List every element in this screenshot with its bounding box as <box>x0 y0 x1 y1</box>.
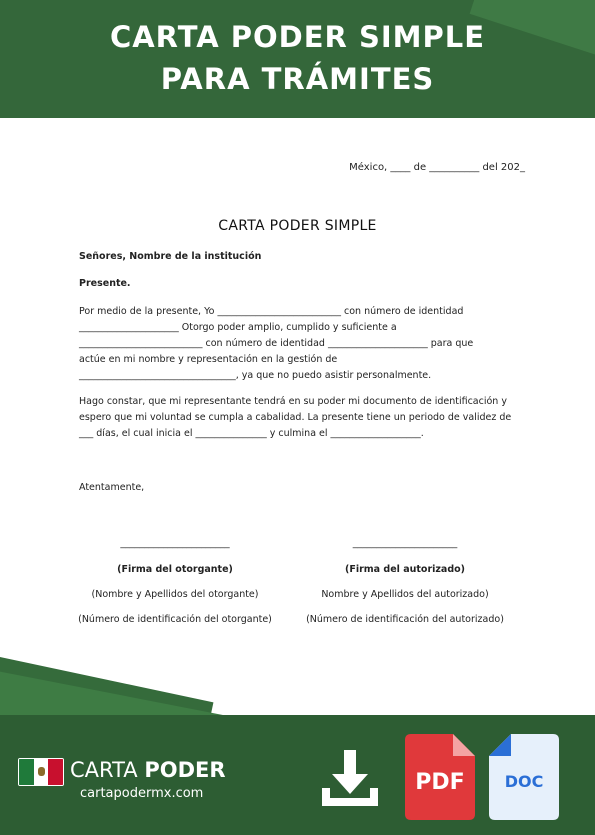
presente-label: Presente. <box>79 278 131 289</box>
signature-block-grantor <box>55 538 295 625</box>
document-title: CARTA PODER SIMPLE <box>218 218 377 234</box>
pdf-file-icon[interactable] <box>405 734 475 820</box>
header-title-line2: PARA TRÁMITES <box>160 62 435 96</box>
paragraph-1 <box>79 304 519 384</box>
document-page <box>0 118 595 678</box>
closing: Atentamente, <box>79 482 145 493</box>
brand-name-regular: CARTA <box>70 758 145 782</box>
paragraph-1-line: __________________________ con número de identidad _____________________ para que <box>79 338 474 349</box>
signature-name-grantor: (Nombre y Apellidos del otorgante) <box>91 589 259 600</box>
signature-id-grantor: (Número de identificación del otorgante) <box>78 614 272 625</box>
date-line: México, ____ de __________ del 202_ <box>349 162 525 173</box>
signature-role-grantor: (Firma del otorgante) <box>117 564 233 575</box>
brand-logo[interactable] <box>18 752 258 812</box>
signature-id-authorized: (Número de identificación del autorizado) <box>306 614 504 625</box>
addressee: Señores, Nombre de la institución <box>79 251 262 262</box>
signature-role-authorized: (Firma del autorizado) <box>345 564 465 575</box>
header-title <box>0 16 595 100</box>
paragraph-1-line: actúe en mi nombre y representación en la gestión de <box>79 354 338 365</box>
signature-block-authorized <box>285 538 525 625</box>
brand-name <box>70 756 226 784</box>
signature-line-grantor: _______________________ <box>120 538 230 549</box>
paragraph-2-line: ___ días, el cual inicia el _______________ y culmina el ___________________. <box>79 428 424 439</box>
header-banner <box>0 0 595 118</box>
mexico-flag-icon <box>18 758 64 786</box>
pdf-label: PDF <box>415 770 465 795</box>
signature-line-authorized: ______________________ <box>352 538 458 549</box>
download-icon[interactable] <box>320 748 380 808</box>
paragraph-2 <box>79 394 519 442</box>
doc-file-icon[interactable] <box>489 734 559 820</box>
brand-url[interactable]: cartapodermx.com <box>80 786 204 801</box>
paragraph-1-line: _____________________ Otorgo poder amplio, cumplido y suficiente a <box>79 322 397 333</box>
paragraph-1-line: Por medio de la presente, Yo __________________________ con número de identidad <box>79 306 464 317</box>
paragraph-1-line: _________________________________, ya que no puedo asistir personalmente. <box>79 370 432 381</box>
brand-name-bold: PODER <box>144 758 226 782</box>
paragraph-2-line: Hago constar, que mi representante tendrá en su poder mi documento de identificación y <box>79 396 507 407</box>
paragraph-2-line: espero que mi voluntad se cumpla a cabalidad. La presente tiene un periodo de validez de <box>79 412 512 423</box>
signature-name-authorized: Nombre y Apellidos del autorizado) <box>321 589 489 600</box>
header-title-line1: CARTA PODER SIMPLE <box>109 20 486 54</box>
doc-label: DOC <box>504 772 544 791</box>
